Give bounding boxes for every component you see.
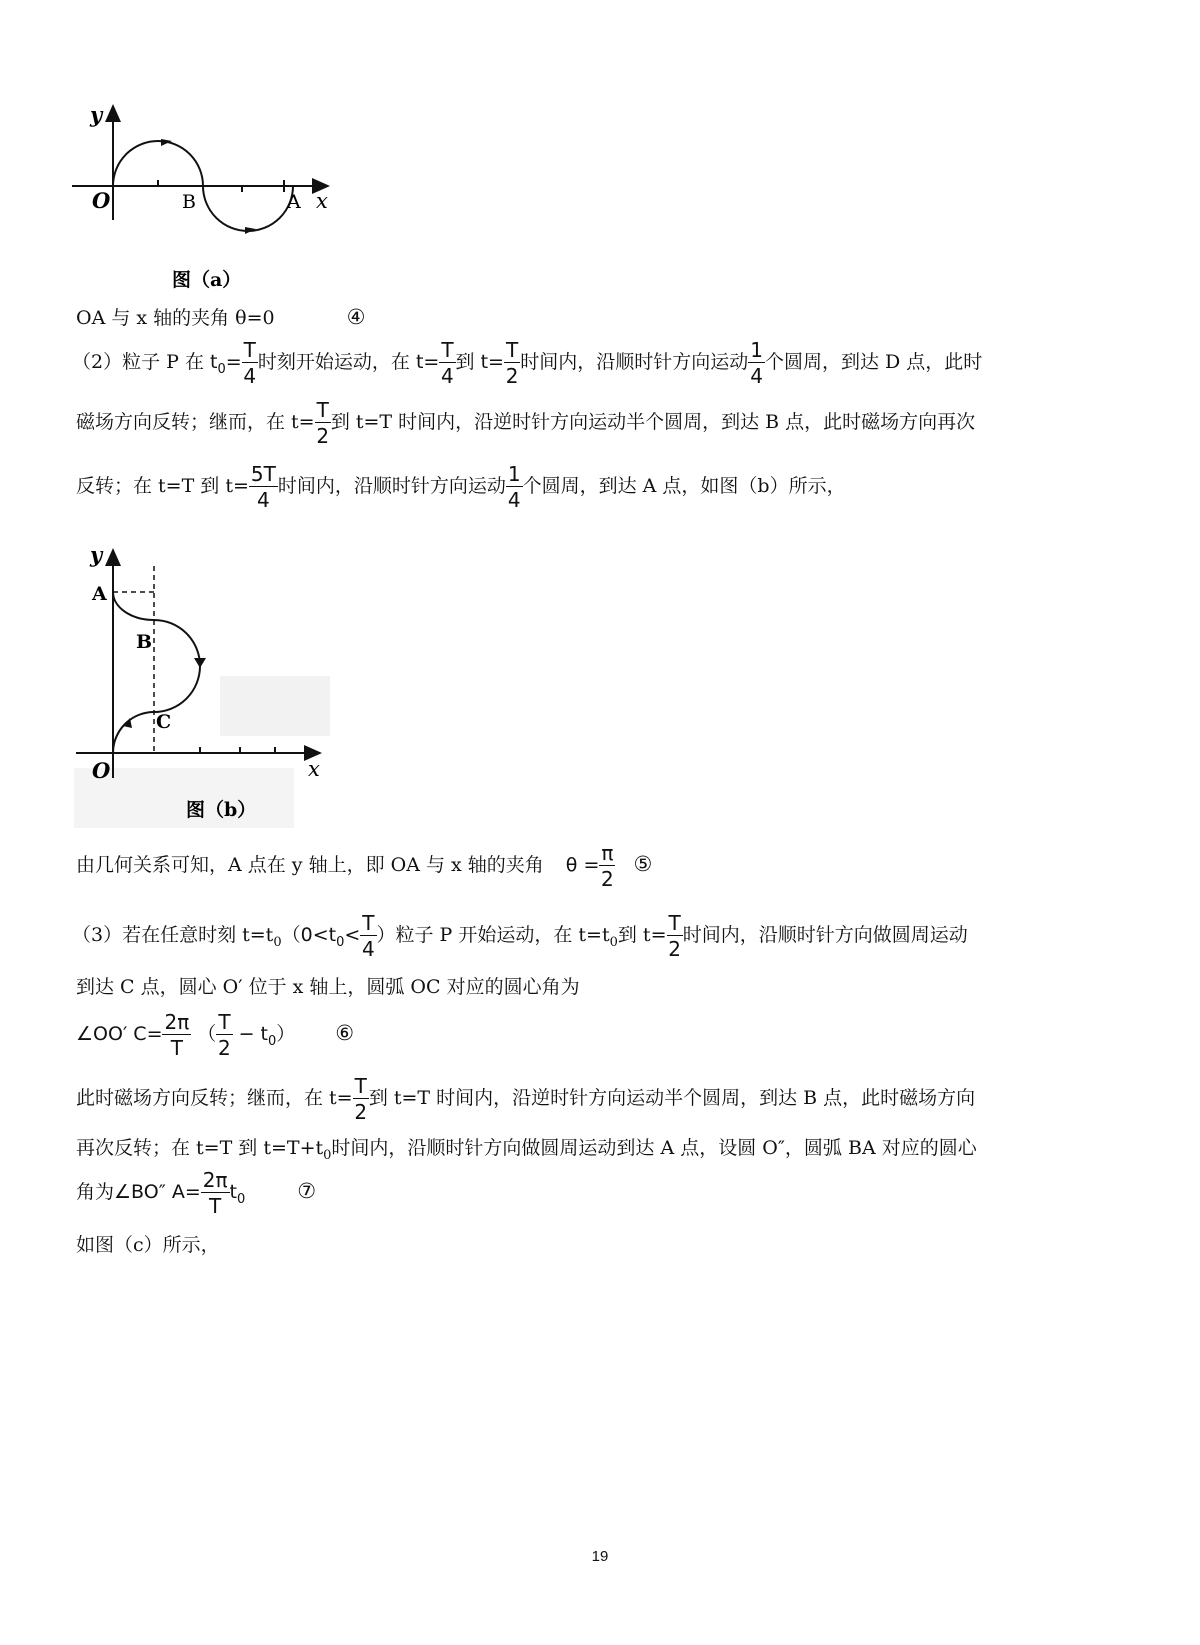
figure-a (60, 80, 360, 300)
fig-a-label-x: x (316, 189, 328, 213)
equation-6: ∠OO′ C= $\frac{2\pi}{T}$ （ $\frac{T}{2}$ − $t_0$） ⑥ (76, 1010, 355, 1060)
fig-a-label-a: A (287, 191, 301, 213)
fig-b-label-y: y (90, 542, 103, 567)
para3-line-7: 如图（c）所示， (76, 1234, 220, 1256)
para3-line-2: 到达 C 点，圆心 O′ 位于 x 轴上，圆弧 OC 对应的圆心角为 (76, 976, 580, 998)
fig-b-label-a: A (92, 583, 107, 605)
para2-line-2: 磁场方向反转；继而，在 t= $\frac{T}{2}$ 到 t=T 时间内，沿逆时针方向运动半个圆周，到达 B 点，此时磁场方向再次 (76, 398, 976, 448)
fig-b-label-x: x (308, 757, 320, 781)
text-line-5: 由几何关系可知，A 点在 y 轴上，即 OA 与 x 轴的夹角 θ = $\frac{\pi}{2}$ ⑤ (76, 841, 653, 891)
text-line-1: OA 与 x 轴的夹角 θ=0 ④ (76, 305, 366, 329)
fig-b-label-b: B (136, 631, 153, 653)
fig-b-label-origin: O (92, 758, 111, 783)
fig-b-caption: 图（b） (186, 799, 257, 821)
para2-line-3: 反转；在 t=T 到 t= $\frac{5T}{4}$ 时间内，沿顺时针方向运动 $\frac{1}{4}$ 个圆周，到达 A 点，如图（b）所示， (76, 462, 846, 512)
fig-b-label-c: C (156, 711, 172, 733)
para3-line-1: （3）若在任意时刻 $t=t_0(0<t_0<$ $\frac{T}{4}$ ）粒子 P 开始运动，在 $t=t_0$到 t= $\frac{T}{2}$ 时间内，沿顺时针方向做圆周运动 (72, 911, 968, 961)
equation-7: 角为∠BO″ A= $\frac{2\pi}{T}$ $t_0$ ⑦ (76, 1168, 317, 1218)
page-number: 19 (591, 1548, 609, 1565)
fig-b-arrow-right (194, 658, 206, 668)
fig-a-label-origin: O (92, 188, 111, 213)
fig-a-label-b: B (182, 191, 196, 213)
para3-line-4: 此时磁场方向反转；继而，在 t= $\frac{T}{2}$ 到 t=T 时间内，沿逆时针方向运动半个圆周，到达 B 点，此时磁场方向 (76, 1074, 976, 1124)
fig-a-caption: 图（a） (172, 269, 242, 291)
fig-a-label-y: y (90, 102, 103, 127)
figure-b (60, 538, 340, 838)
para2-line-1: （2）粒子 P 在 $t_0=$ $\frac{T}{4}$ 时刻开始运动，在 t= $\frac{T}{4}$ 到 t= $\frac{T}{2}$ 时间内，沿顺时针方向运动 $\frac{1}{4}$ 个圆周，到达 D 点，此时 (72, 338, 983, 388)
para3-line-5: 再次反转；在 t=T 到 $t=T+t_0$时间内，沿顺时针方向做圆周运动到达 A 点，设圆 O″，圆弧 BA 对应的圆心 (76, 1137, 977, 1163)
